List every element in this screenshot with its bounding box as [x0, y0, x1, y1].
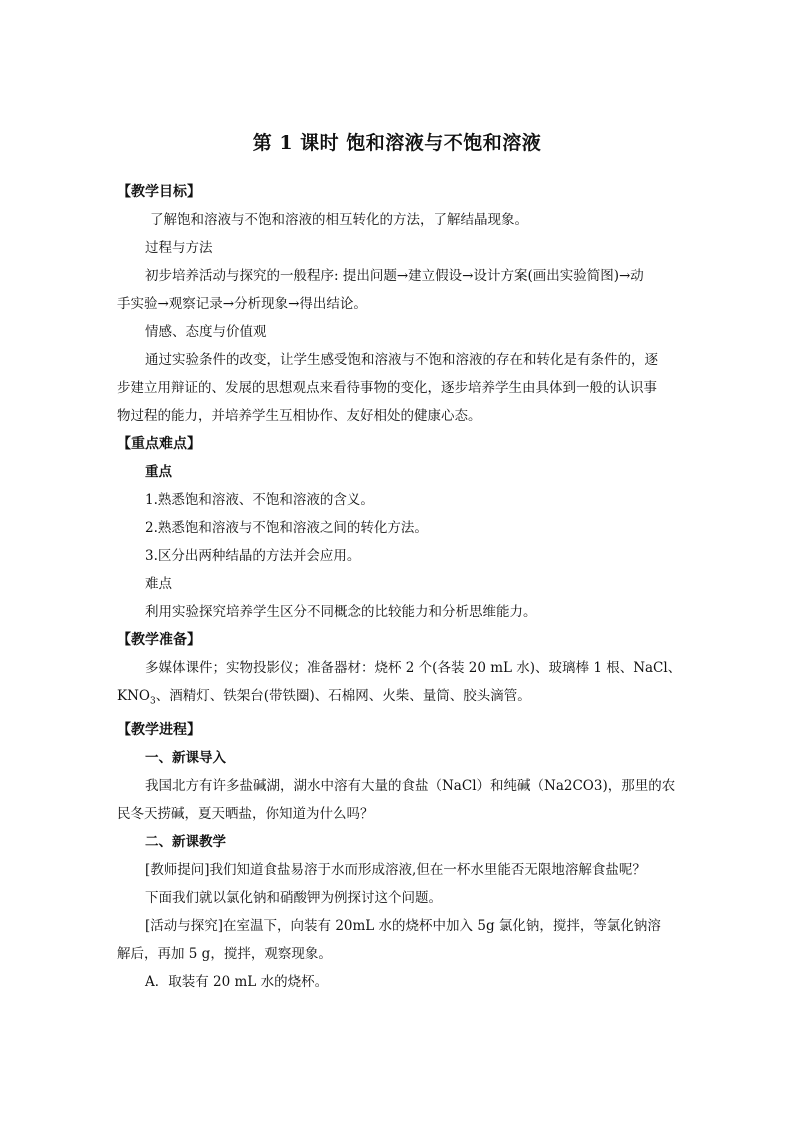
section-heading-process: 【教学进程】: [117, 721, 201, 738]
process-part-1-line-2: 民冬天捞碱，夏天晒盐，你知道为什么吗？: [117, 805, 374, 822]
key-item-2: 2.熟悉饱和溶液与不饱和溶液之间的转化方法。: [145, 520, 428, 536]
process-part-2-line-3: [活动与探究]在室温下，向装有 20mL 水的烧杯中加入 5g 氯化钠，搅拌，等氯化钠溶: [145, 917, 661, 934]
objective-emotion-line-3: 物过程的能力，并培养学生互相协作、友好相处的健康心态。: [117, 408, 482, 424]
preparation-line-1: 多媒体课件；实物投影仪；准备器材：烧杯 2 个(各装 20 mL 水)、玻璃棒 1 根、NaCl、: [145, 660, 682, 676]
key-item-3: 3.区分出两种结晶的方法并会应用。: [145, 548, 361, 564]
section-heading-objectives: 【教学目标】: [117, 184, 201, 200]
key-item-1: 1.熟悉饱和溶液、不饱和溶液的含义。: [145, 492, 374, 508]
process-part-2-line-2: 下面我们就以氯化钠和硝酸钾为例探讨这个问题。: [145, 889, 442, 906]
kno3-formula: KNO: [117, 688, 150, 704]
process-part-2-line-1: [教师提问]我们知道食盐易溶于水而形成溶液,但在一杯水里能否无限地溶解食盐呢？: [145, 861, 646, 878]
objective-emotion-line-2: 步建立用辩证的、发展的思想观点来看待事物的变化，逐步培养学生由具体到一般的认识事: [117, 380, 657, 396]
page-title: 第 1 课时 饱和溶液与不饱和溶液: [252, 132, 542, 154]
process-part-2-label: 二、新课教学: [145, 833, 226, 850]
process-part-1-line-1: 我国北方有许多盐碱湖，湖水中溶有大量的食盐（NaCl）和纯碱（Na2CO3)，那里的农: [145, 777, 676, 794]
objective-process-line-1: 初步培养活动与探究的一般程序: 提出问题→建立假设→设计方案(画出实验简图)→动: [145, 268, 644, 284]
objective-knowledge: 了解饱和溶液与不饱和溶液的相互转化的方法，了解结晶现象。: [150, 212, 528, 228]
objective-emotion-line-1: 通过实验条件的改变，让学生感受饱和溶液与不饱和溶液的存在和转化是有条件的，逐: [145, 352, 658, 368]
process-part-2-line-4: 解后，再加 5 g，搅拌，观察现象。: [117, 945, 332, 962]
key-label: 重点: [145, 464, 172, 480]
kno3-subscript: 3: [149, 696, 156, 707]
difficulty-text: 利用实验探究培养学生区分不同概念的比较能力和分析思维能力。: [145, 604, 537, 620]
objective-emotion-label: 情感、态度与价值观: [145, 324, 267, 340]
document-body: [117, 178, 683, 996]
process-part-2-line-5: A．取装有 20 mL 水的烧杯。: [145, 973, 329, 990]
difficulty-label: 难点: [145, 576, 172, 592]
section-heading-preparation: 【教学准备】: [117, 632, 201, 648]
process-part-1-label: 一、新课导入: [145, 749, 226, 766]
section-heading-key-points: 【重点难点】: [117, 436, 201, 452]
objective-process-line-2: 手实验→观察记录→分析现象→得出结论。: [117, 296, 367, 312]
objective-process-label: 过程与方法: [145, 240, 213, 256]
preparation-line-2-rest: 、酒精灯、铁架台(带铁圈)、石棉网、火柴、量筒、胶头滴管。: [155, 688, 531, 704]
preparation-line-2: [117, 682, 683, 716]
